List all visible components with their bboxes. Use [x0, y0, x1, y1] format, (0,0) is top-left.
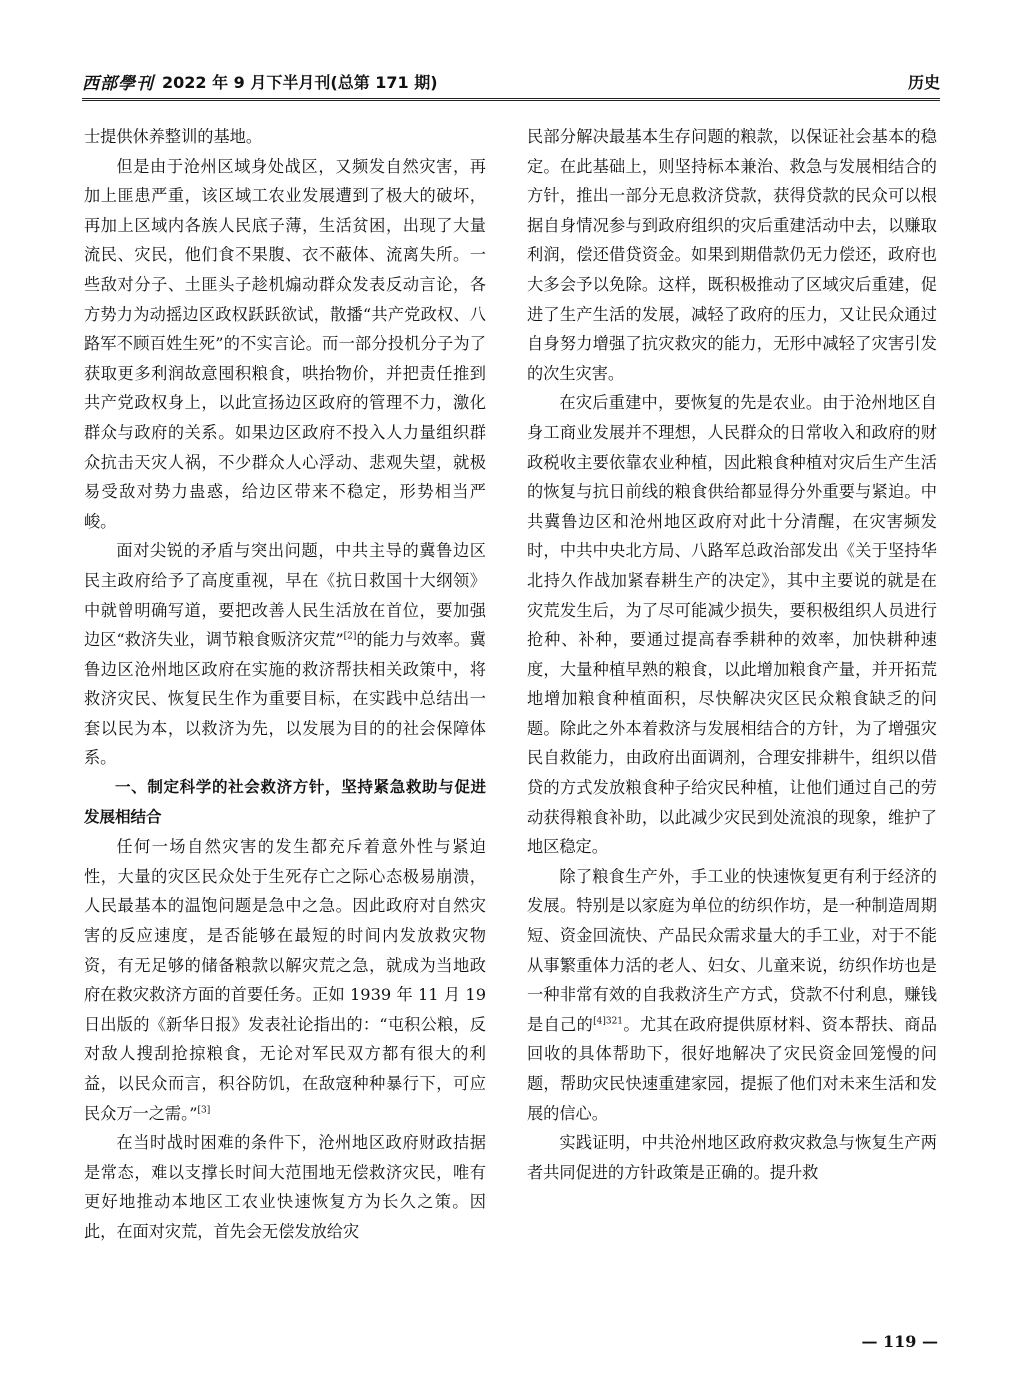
paragraph [84, 536, 486, 773]
left-column [84, 122, 486, 1247]
section-heading: 一、制定科学的社会救济方针，坚持紧急救助与促进发展相结合 [84, 778, 486, 826]
paragraph [84, 832, 486, 1128]
paragraph-text: 面对尖锐的矛盾与突出问题，中共主导的冀鲁边区民主政府给予了高度重视，早在《抗日救国十大纲领》中就曾明确写道，要把改善人民生活放在首位，要加强边区“救济失业，调节粮食贩济灾荒” [84, 541, 486, 650]
paragraph-text: 的能力与效率。冀鲁边区沧州地区政府在实施的救济帮扶相关政策中，将救济灾民、恢复民生作为重要目标，在实践中总结出一套以民为本，以救济为先，以发展为目的的社会保障体系。 [84, 630, 486, 768]
journal-logo: 西部學刊 [82, 74, 154, 94]
paragraph: 但是由于沧州区域身处战区，又频发自然灾害，再加上匪患严重，该区域工农业发展遭到了极大的破坏，再加上区域内各族人民底子薄，生活贫困，出现了大量流民、灾民，他们食不果腹、衣不蔽体、流离失所。一些敌对分子、土匪头子趁机煽动群众发表反动言论，各方势力为动摇边区政权跃跃欲试，散播“共产党政权、八路军不顾百姓生死”的不实言论。而一部分投机分子为了获取更多利润故意囤积粮食，哄抬物价，并把责任推到共产党政权身上，以此宣扬边区政府的管理不力，激化群众与政府的关系。如果边区政府不投入人力量组织群众抗击天灾人祸，不少群众人心浮动、悲观失望，就极易受敌对势力蛊惑，给边区带来不稳定，形势相当严峻。 [84, 156, 486, 531]
page-header [82, 68, 940, 101]
citation: [4]321 [593, 1016, 624, 1027]
paragraph [527, 862, 937, 1128]
right-column [527, 122, 937, 1187]
section-label: 历史 [907, 73, 940, 92]
paragraph-text: 除了粮食生产外，手工业的快速恢复更有利于经济的发展。特别是以家庭为单位的纺织作坊，是一种制造周期短、资金回流快、产品民众需求量大的手工业，对于不能从事繁重体力活的老人、妇女、儿童来说，纺织作坊也是一种非常有效的自我救济生产方式，贷款不付利息，赚钱是自己的 [527, 866, 937, 1034]
paragraph: 在灾后重建中，要恢复的先是农业。由于沧州地区自身工商业发展并不理想，人民群众的日常收入和政府的财政税收主要依靠农业种植，因此粮食种植对灾后生产生活的恢复与抗日前线的粮食供给都显得分外重要与紧迫。中共冀鲁边区和沧州地区政府对此十分清醒，在灾害频发时，中共中央北方局、八路军总政治部发出《关于坚持华北持久作战加紧春耕生产的决定》，其中主要说的就是在灾荒发生后，为了尽可能减少损失，要积极组织人员进行抢种、补种，要通过提高春季耕种的效率，加快耕种速度，大量种植早熟的粮食，以此增加粮食产量，并开拓荒地增加粮食种植面积，尽快解决灾区民众粮食缺乏的问题。除此之外本着救济与发展相结合的方针，为了增强灾民自救能力，由政府出面调剂，合理安排耕牛，组织以借贷的方式发放粮食种子给灾民种植，让他们通过自己的劳动获得粮食补助，以此减少灾民到处流浪的现象，维护了地区稳定。 [527, 393, 937, 857]
paragraph: 士提供休养整训的基地。 [84, 127, 263, 146]
citation: [2] [343, 631, 357, 642]
paragraph: 民部分解决最基本生存问题的粮款，以保证社会基本的稳定。在此基础上，则坚持标本兼治、救急与发展相结合的方针，推出一部分无息救济贷款，获得贷款的民众可以根据自身情况参与到政府组织的灾后重建活动中去，以赚取利润，偿还借贷资金。如果到期借款仍无力偿还，政府也大多会予以免除。这样，既积极推动了区域灾后重建，促进了生产生活的发展，减轻了政府的压力，又让民众通过自身努力增强了抗灾救灾的能力，无形中减轻了灾害引发的次生灾害。 [527, 127, 937, 383]
paragraph-text: 。尤其在政府提供原材料、资本帮扶、商品回收的具体帮助下，很好地解决了灾民资金回笼慢的问题，帮助灾民快速重建家园，提振了他们对未来生活和发展的信心。 [527, 1014, 938, 1123]
paragraph: 实践证明，中共沧州地区政府救灾救急与恢复生产两者共同促进的方针政策是正确的。提升救 [527, 1133, 937, 1182]
paragraph-text: 任何一场自然灾害的发生都充斥着意外性与紧迫性，大量的灾区民众处于生死存亡之际心态极易崩溃，人民最基本的温饱问题是急中之急。因此政府对自然灾害的反应速度，是否能够在最短的时间内发放救灾物资，有无足够的储备粮款以解灾荒之急，就成为当地政府在救灾救济方面的首要任务。正如 1939 年 11 月 19 日出版的《新华日报》发表社论指出的：“屯积公粮，反对敌人搜刮抢掠粮食，无论对军民双方都有很大的利益，以民众而言，积谷防饥，在敌寇种种暴行下，可应民众万一之需。” [84, 837, 486, 1123]
issue-info: 2022 年 9 月下半月刊(总第 171 期) [162, 73, 438, 92]
citation: [3] [197, 1105, 211, 1116]
page-number: — 119 — [861, 1332, 938, 1351]
paragraph: 在当时战时困难的条件下，沧州地区政府财政拮据是常态，难以支撑长时间大范围地无偿救济灾民，唯有更好地推动本地区工农业快速恢复方为长久之策。因此，在面对灾荒，首先会无偿发放给灾 [84, 1133, 486, 1241]
